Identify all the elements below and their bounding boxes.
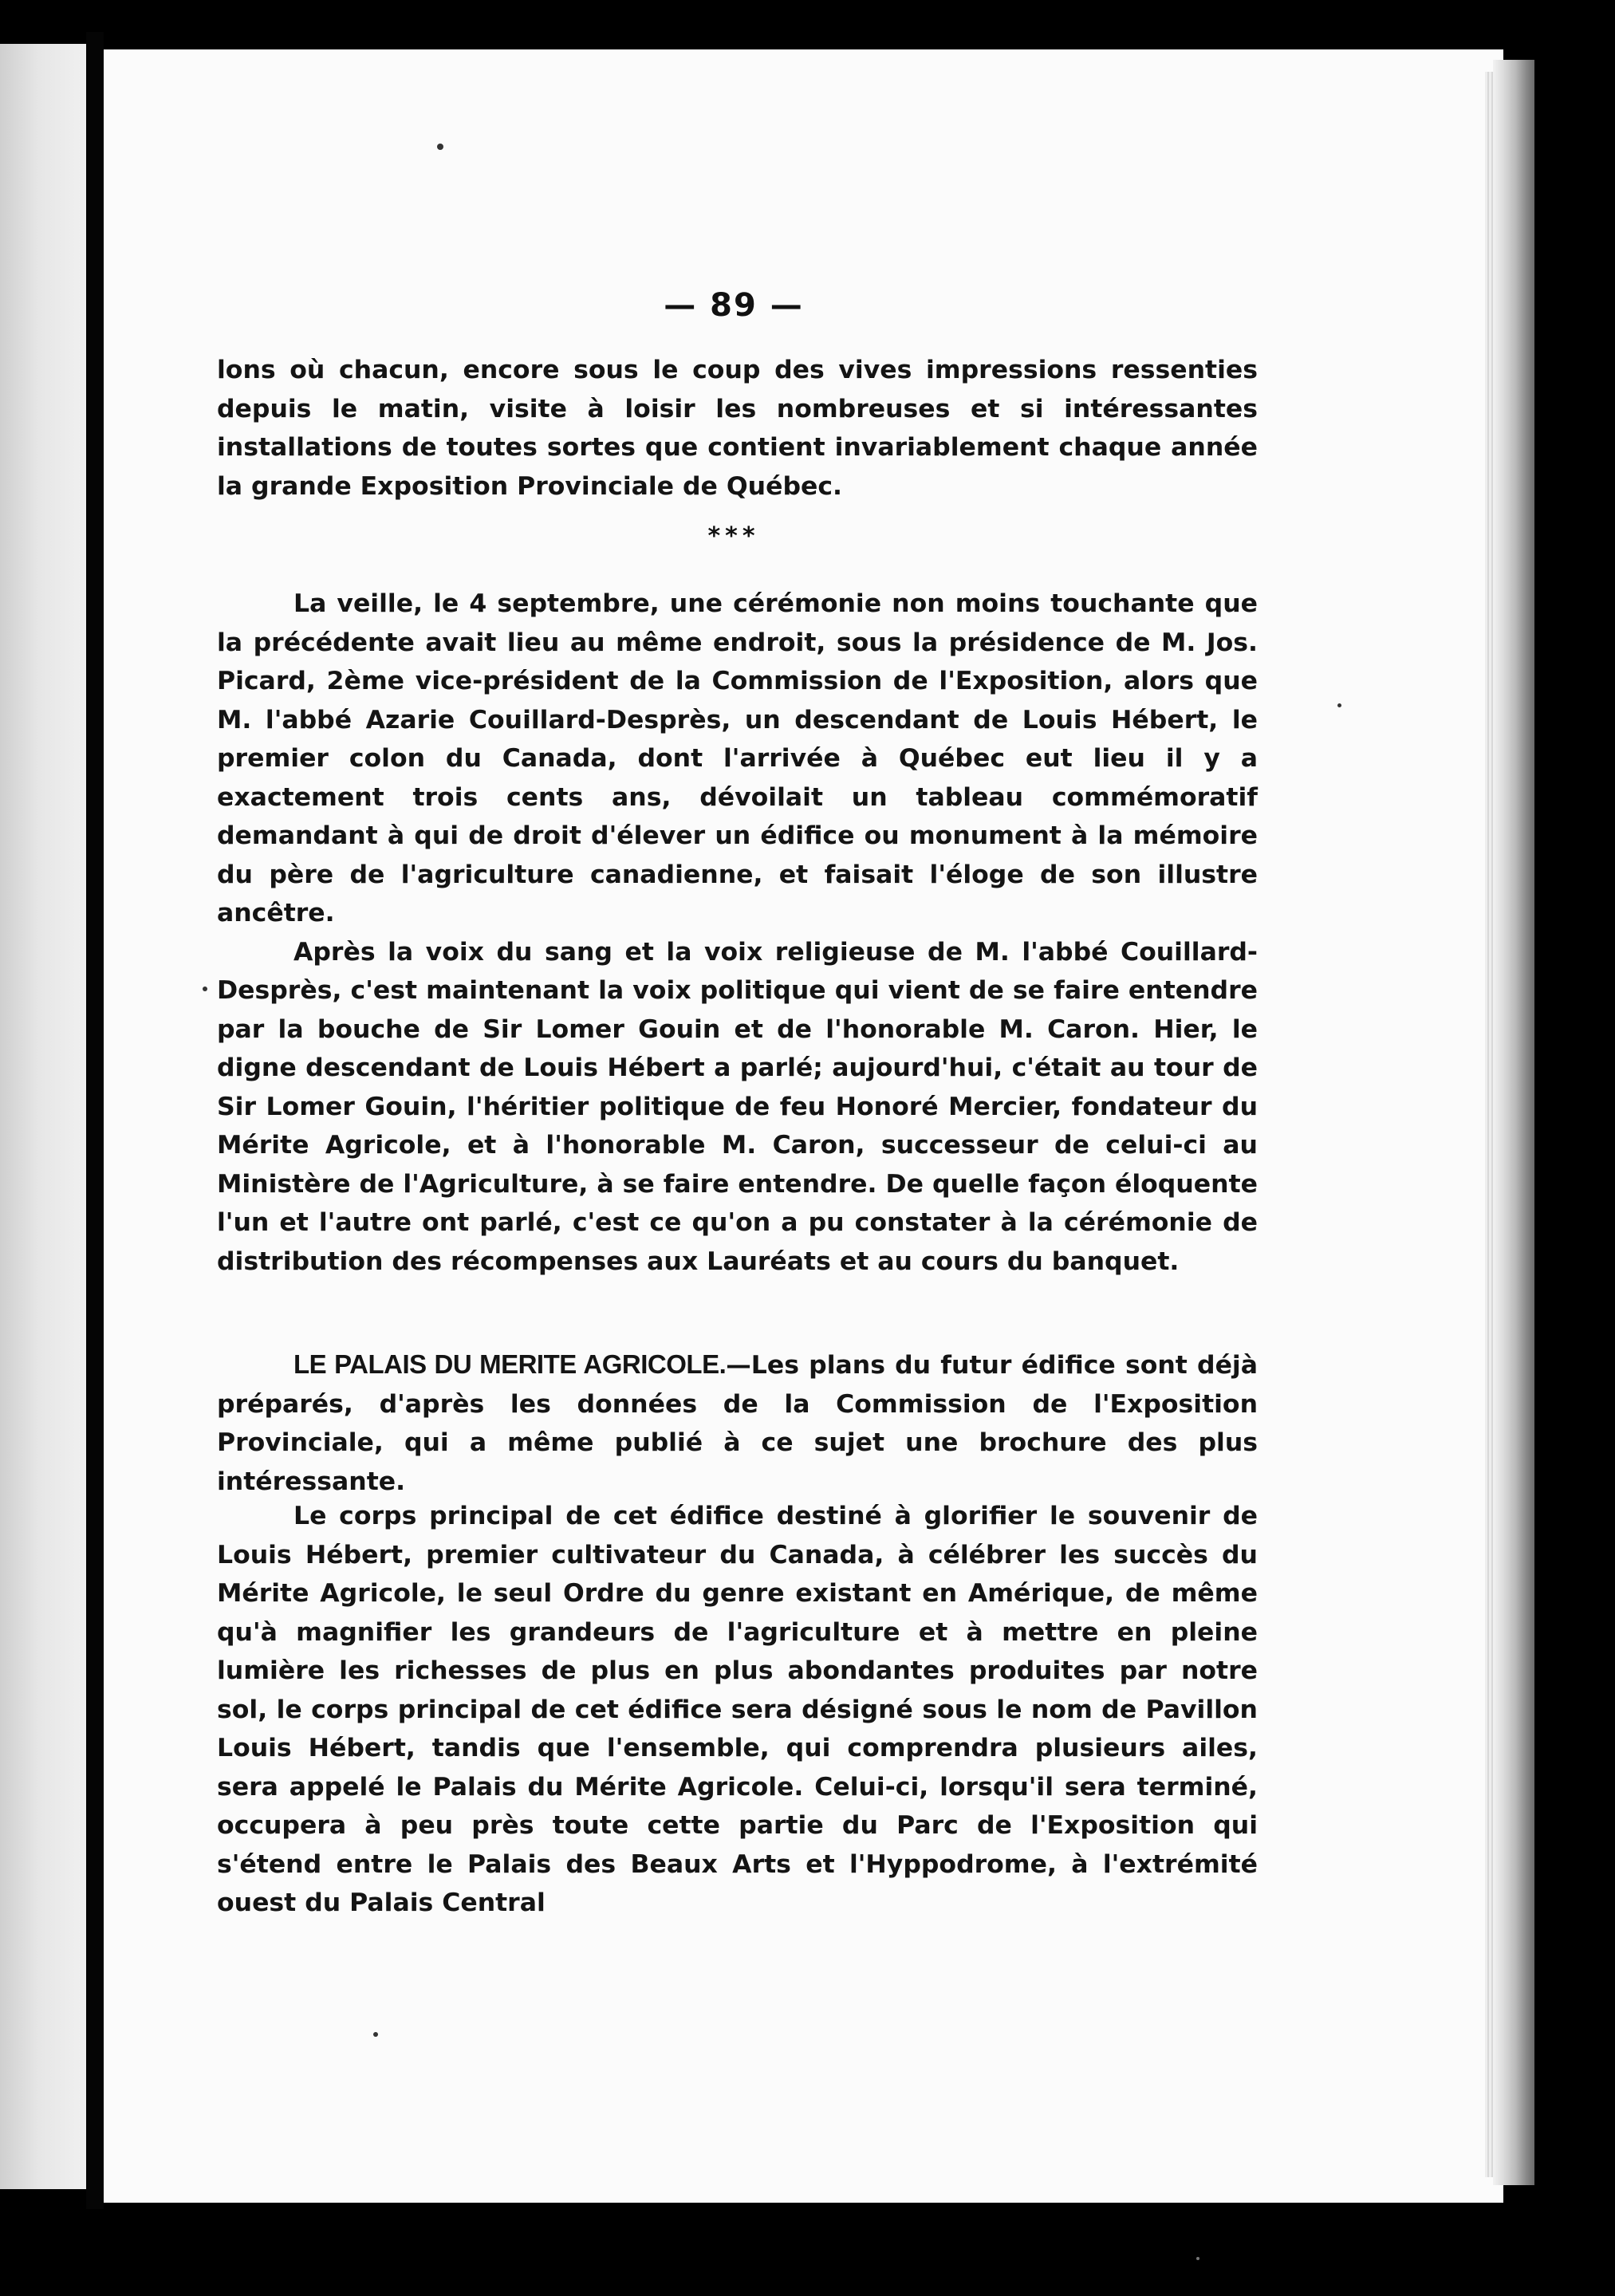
paragraph: lons où chacun, encore sous le coup des vives impressions ressenties depuis le matin, visite à loisir les nombreuses et si intéressantes installations de toutes sortes que contient invariablement chaque année la grande Exposition Provinciale de Québec. [217,356,1258,501]
paper-speck [1337,703,1341,707]
text-block-description [217,1497,1258,1923]
paper-speck [203,987,207,991]
section-separator: *** [707,522,760,550]
book-binding [86,32,104,2209]
paper-speck [437,144,443,150]
page-number: — 89 — [664,287,804,324]
text-block-continuation [217,351,1258,506]
paragraph-text: —Les plans du futur édifice sont déjà préparés, d'après les données de la Commission de l'Exposition Provinciale, qui a même publié à ce sujet une brochure des plus intéressante. [217,1351,1258,1496]
paragraph: Le corps principal de cet édifice destiné à glorifier le souvenir de Louis Hébert, premier cultivateur du Canada, à célébrer les succès du Mérite Agricole, le seul Ordre du genre existant en Amérique, de même qu'à magnifier les grandeurs de l'agriculture et à mettre en pleine lumière les richesses de plus en plus abondantes produites par notre sol, le corps principal de cet édifice sera désigné sous le nom de Pavillon Louis Hébert, tandis que l'ensemble, qui comprendra plusieurs ailes, sera appelé le Palais du Mérite Agricole. Celui-ci, lorsqu'il sera terminé, occupera à peu près toute cette partie du Parc de l'Exposition qui s'étend entre le Palais des Beaux Arts et l'Hyppodrome, à l'extrémité ouest du Palais Central [217,1502,1258,1917]
paper-speck [373,2032,378,2037]
paragraph: La veille, le 4 septembre, une cérémonie non moins touchante que la précédente avait lieu au même endroit, sous la présidence de M. Jos. Picard, 2ème vice-président de la Commission de l'Exposition, alors que M. l'abbé Azarie Couillard-Desprès, un descendant de Louis Hébert, le premier colon du Canada, dont l'arrivée à Québec eut lieu il y a exactement trois cents ans, dévoilait un tableau commémoratif demandant à qui de droit d'élever un édifice ou monument à la mémoire du père de l'agriculture canadienne, et faisait l'éloge de son illustre ancêtre. [217,589,1258,927]
paragraph: Après la voix du sang et la voix religieuse de M. l'abbé Couillard-Desprès, c'est maintenant la voix politique qui vient de se faire entendre par la bouche de Sir Lomer Gouin et de l'honorable M. Caron. Hier, le digne descendant de Louis Hébert a parlé; aujourd'hui, c'était au tour de Sir Lomer Gouin, l'héritier politique de feu Honoré Mercier, fondateur du Mérite Agricole, et à l'honorable M. Caron, successeur de celui-ci au Ministère de l'Agriculture, à se faire entendre. De quelle façon éloquente l'un et l'autre ont parlé, c'est ce qu'on a pu constater à la cérémonie de distribution des récompenses aux Lauréats et au cours du banquet. [217,937,1258,1276]
page-stack-edge [1493,60,1534,2185]
section-heading: LE PALAIS DU MERITE AGRICOLE. [293,1349,727,1379]
paragraph [217,1345,1258,1501]
text-block-palais [217,1345,1258,1501]
facing-page-edge [0,44,86,2189]
paper-speck [1196,2257,1199,2260]
text-block-ceremony [217,585,1258,1281]
